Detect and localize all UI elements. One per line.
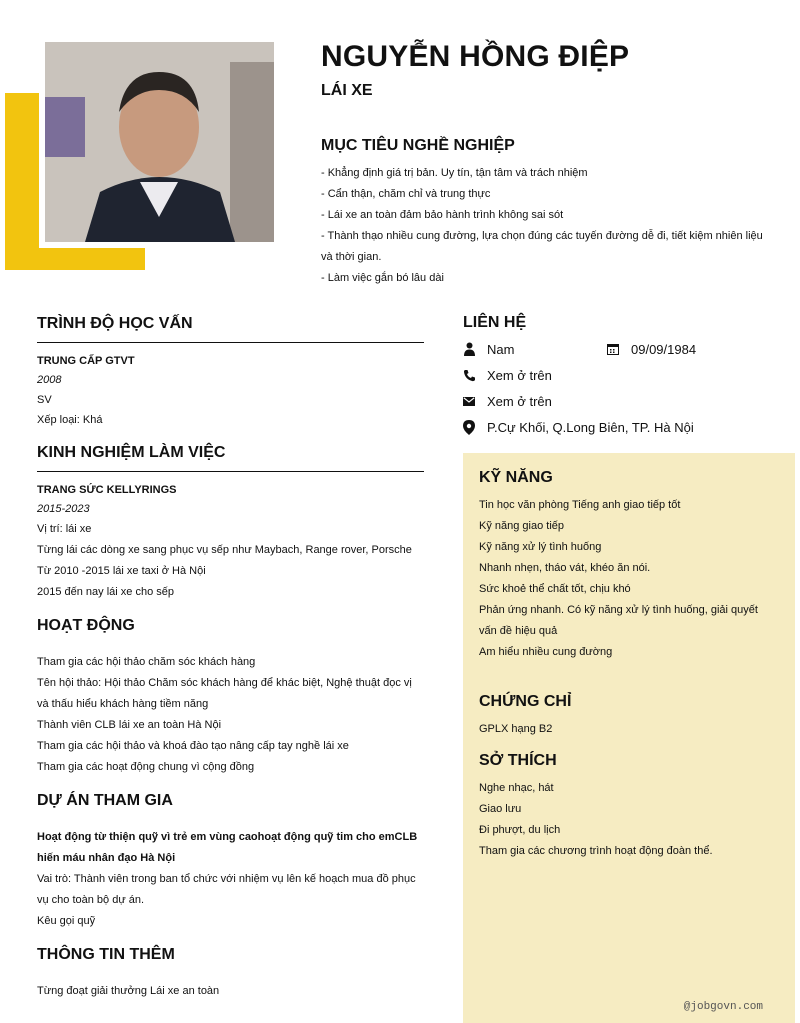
candidate-name: NGUYỄN HỒNG ĐIỆP — [321, 40, 630, 73]
skill-line: Phản ứng nhanh. Có kỹ năng xử lý tình huống, giải quyết vấn đề hiệu quả — [479, 604, 758, 637]
contact-section — [463, 314, 783, 440]
extra-title: THÔNG TIN THÊM — [37, 946, 175, 963]
contact-row-email — [463, 388, 783, 414]
education-section — [37, 315, 424, 430]
right-panel — [463, 453, 795, 1023]
education-line: SV — [37, 394, 52, 406]
education-year: 2008 — [37, 374, 62, 386]
skill-line: Am hiểu nhiều cung đường — [479, 646, 613, 658]
contact-phone[interactable]: Xem ở trên — [487, 367, 552, 383]
contact-address: P.Cự Khối, Q.Long Biên, TP. Hà Nội — [487, 419, 694, 435]
education-title: TRÌNH ĐỘ HỌC VẤN — [37, 315, 193, 332]
experience-section — [37, 444, 424, 603]
skill-line: Kỹ năng giao tiếp — [479, 520, 565, 532]
certificates-section — [479, 693, 769, 740]
job-title: LÁI XE — [321, 82, 373, 99]
hobby-line: Giao lưu — [479, 803, 522, 815]
experience-line: Từng lái các dòng xe sang phục vụ sếp như Maybach, Range rover, Porsche — [37, 544, 412, 556]
activities-title: HOẠT ĐỘNG — [37, 617, 135, 634]
contact-gender: Nam — [487, 341, 515, 357]
experience-period: 2015-2023 — [37, 503, 90, 515]
experience-company: TRANG SỨC KELLYRINGS — [37, 484, 177, 496]
certificates-title: CHỨNG CHỈ — [479, 693, 572, 710]
section-divider — [37, 342, 424, 343]
calendar-icon — [607, 343, 631, 355]
phone-icon — [463, 369, 487, 382]
accent-bar-horizontal — [5, 248, 145, 270]
skill-line: Tin học văn phòng Tiếng anh giao tiếp tốt — [479, 499, 681, 511]
objective-section — [321, 137, 771, 289]
skills-section — [479, 469, 769, 663]
education-school: TRUNG CẤP GTVT — [37, 355, 135, 367]
project-line: Kêu gọi quỹ — [37, 915, 96, 927]
accent-bar-vertical — [5, 93, 39, 270]
objective-line: - Lái xe an toàn đảm bảo hành trình không sai sót — [321, 209, 564, 221]
objective-title: MỤC TIÊU NGHỀ NGHIỆP — [321, 137, 515, 154]
email-icon — [463, 397, 487, 406]
project-heading: Hoạt động từ thiện quỹ vì trẻ em vùng caohoạt động quỹ tim cho emCLB hiến máu nhân đạo Hà Nội — [37, 831, 418, 864]
hobbies-title: SỞ THÍCH — [479, 752, 557, 769]
contact-email[interactable]: Xem ở trên — [487, 393, 552, 409]
skill-line: Kỹ năng xử lý tình huống — [479, 541, 602, 553]
skill-line: Nhanh nhẹn, tháo vát, khéo ăn nói. — [479, 562, 651, 574]
project-line: Vai trò: Thành viên trong ban tổ chức với nhiệm vụ lên kế hoạch mua đồ phục vụ cho toàn bộ dự án. — [37, 873, 416, 906]
contact-row-address — [463, 414, 783, 440]
hobby-line: Nghe nhạc, hát — [479, 782, 554, 794]
experience-line: 2015 đến nay lái xe cho sếp — [37, 586, 174, 598]
person-icon — [463, 342, 487, 356]
experience-title: KINH NGHIỆM LÀM VIỆC — [37, 444, 226, 461]
activity-line: Tham gia các hội thảo và khoá đào tạo nâng cấp tay nghề lái xe — [37, 740, 349, 752]
contact-row-gender-birthday — [463, 336, 783, 362]
activities-section — [37, 617, 424, 778]
skills-title: KỸ NĂNG — [479, 469, 553, 486]
hobby-line: Đi phượt, du lịch — [479, 824, 561, 836]
hobby-line: Tham gia các chương trình hoạt động đoàn thể. — [479, 845, 713, 857]
hobbies-section — [479, 752, 769, 862]
activity-line: Tham gia các hội thảo chăm sóc khách hàng — [37, 656, 256, 668]
location-pin-icon — [463, 420, 487, 435]
objective-line: - Cẩn thận, chăm chỉ và trung thực — [321, 188, 491, 200]
projects-section — [37, 792, 424, 932]
activity-line: Tên hội thảo: Hội thảo Chăm sóc khách hàng để khác biệt, Nghệ thuật đọc vị và thấu hiểu khách hàng tiềm năng — [37, 677, 412, 710]
contact-row-phone — [463, 362, 783, 388]
objective-line: - Thành thạo nhiều cung đường, lựa chọn đúng các tuyến đường dễ đi, tiết kiệm nhiên liệu và thời gian. — [321, 230, 763, 263]
contact-title: LIÊN HỆ — [463, 314, 527, 331]
extra-section — [37, 946, 424, 1002]
certificate-line: GPLX hạng B2 — [479, 723, 553, 735]
left-column — [37, 315, 424, 1016]
contact-birthday: 09/09/1984 — [631, 341, 697, 357]
skill-line: Sức khoẻ thể chất tốt, chịu khó — [479, 583, 631, 595]
profile-photo — [45, 42, 274, 242]
activity-line: Tham gia các hoạt động chung vì cộng đồng — [37, 761, 255, 773]
extra-line: Từng đoạt giải thưởng Lái xe an toàn — [37, 985, 220, 997]
education-line: Xếp loại: Khá — [37, 414, 103, 426]
activity-line: Thành viên CLB lái xe an toàn Hà Nội — [37, 719, 222, 731]
section-divider — [37, 471, 424, 472]
watermark: @jobgovn.com — [683, 1001, 763, 1013]
experience-line: Vị trí: lái xe — [37, 523, 92, 535]
experience-line: Từ 2010 -2015 lái xe taxi ở Hà Nội — [37, 565, 206, 577]
projects-title: DỰ ÁN THAM GIA — [37, 792, 173, 809]
objective-line: - Khẳng định giá trị bản. Uy tín, tận tâm và trách nhiệm — [321, 167, 588, 179]
objective-line: - Làm việc gắn bó lâu dài — [321, 272, 444, 284]
